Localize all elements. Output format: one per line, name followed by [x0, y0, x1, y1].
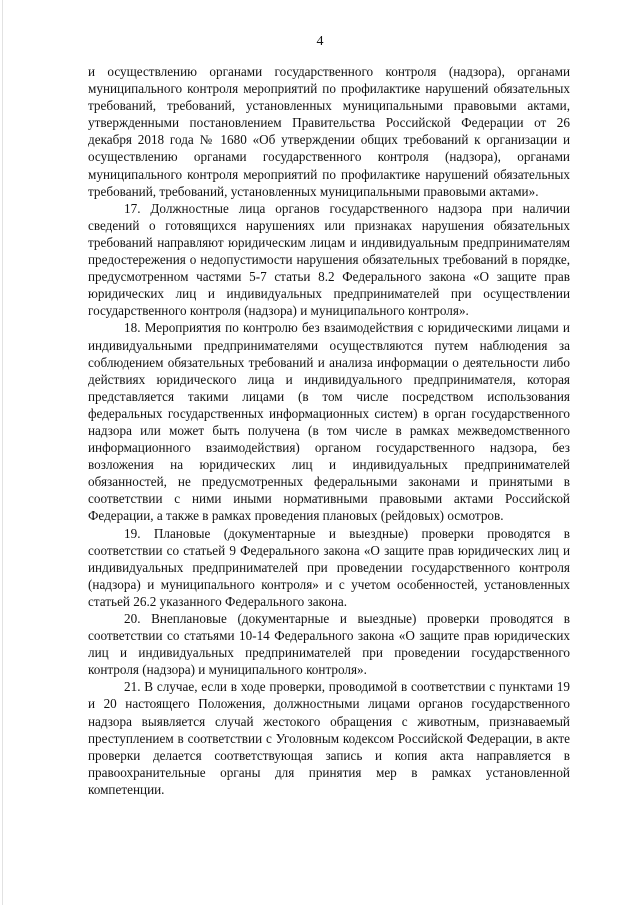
paragraph-19: 19. Плановые (документарные и выездные) проверки проводятся в соответствии со статьей 9 Федерального закона «О защите прав юридических лиц и индивидуальных предпринимателей при проведении государственного контроля (надзора) и муниципального контроля» и с учетом особенностей, установленных статьей 26.2 указанного Федерального закона. — [88, 525, 570, 609]
page-number: 4 — [316, 34, 324, 49]
paragraph-20: 20. Внеплановые (документарные и выездные) проверки проводятся в соответствии со статьями 10-14 Федерального закона «О защите прав юридических лиц и индивидуальных предпринимателей при проведении государственного контроля (надзора) и муниципального контроля». — [88, 611, 570, 678]
document-body — [88, 63, 570, 798]
scan-edge — [2, 0, 3, 905]
paragraph-continuation: и осуществлению органами государственного контроля (надзора), органами муниципального контроля мероприятий по профилактике нарушений обязательных требований, требований, установленных муниципальными правовыми актами, утвержденными постановлением Правительства Российской Федерации от 26 декабря 2018 года № 1680 «Об утверждении общих требований к организации и осуществлению органами государственного контроля (надзора), органами муниципального контроля мероприятий по профилактике нарушений обязательных требований, требований, установленных муниципальными правовыми актами». — [88, 64, 570, 199]
paragraph-21: 21. В случае, если в ходе проверки, проводимой в соответствии с пунктами 19 и 20 настоящего Положения, должностными лицами органов государственного надзора выявляется случай жестокого обращения с животным, признаваемый преступлением в соответствии с Уголовным кодексом Российской Федерации, в акте проверки делается соответствующая запись и копия акта направляется в правоохранительные органы для принятия мер в рамках установленной компетенции. — [88, 679, 570, 797]
paragraph-18: 18. Мероприятия по контролю без взаимодействия с юридическими лицами и индивидуальными предпринимателями осуществляются путем наблюдения за соблюдением обязательных требований и анализа информации о деятельности либо действиях юридического лица и индивидуального предпринимателя, которая представляется такими лицами (в том числе посредством использования федеральных государственных информационных систем) в орган государственного надзора или может быть получена (в том числе в рамках межведомственного информационного взаимодействия) органом государственного надзора, без возложения на юридических лиц и индивидуальных предпринимателей обязанностей, не предусмотренных федеральными законами и принятыми в соответствии с ними иными нормативными правовыми актами Российской Федерации, а также в рамках проведения плановых (рейдовых) осмотров. — [88, 320, 570, 524]
paragraph-17: 17. Должностные лица органов государственного надзора при наличии сведений о готовящихся нарушениях или признаках нарушения обязательных требований направляют юридическим лицам и индивидуальным предпринимателям предостережения о недопустимости нарушения обязательных требований в порядке, предусмотренном частями 5-7 статьи 8.2 Федерального закона «О защите прав юридических лиц и индивидуальных предпринимателей при осуществлении государственного контроля (надзора) и муниципального контроля». — [88, 200, 570, 319]
